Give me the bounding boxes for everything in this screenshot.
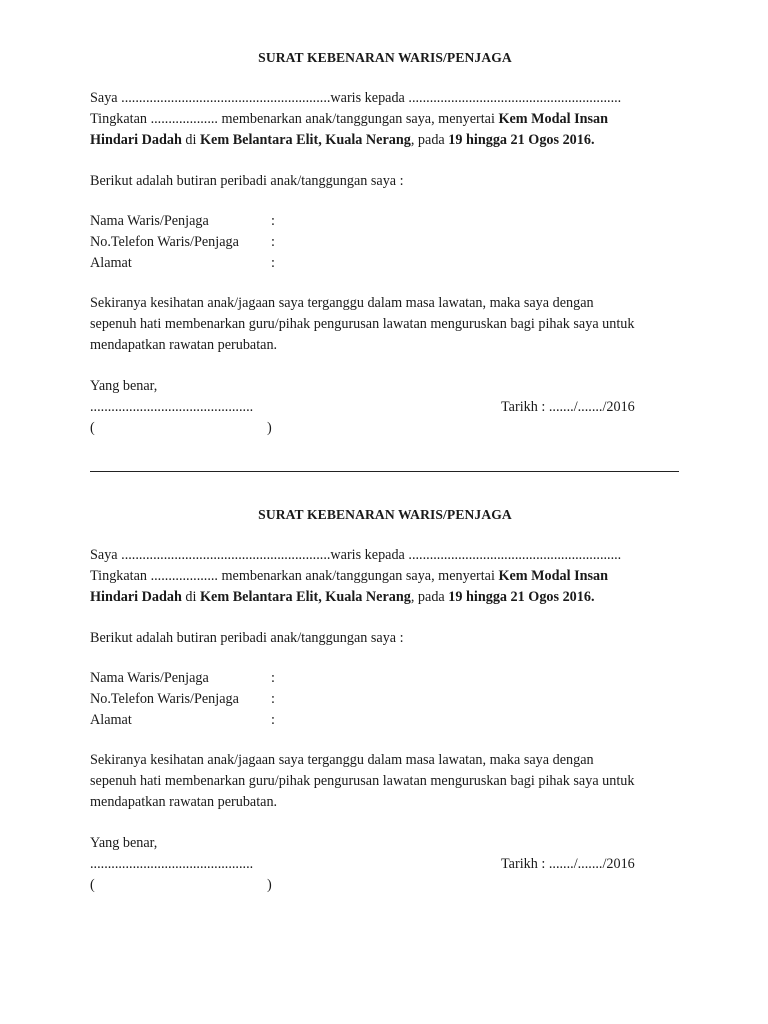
intro-paragraph [90,545,680,608]
permission-text: membenarkan anak/tanggungan saya, menyertai [217,111,499,127]
paren-open: ( [90,420,95,436]
consent-line-1: Sekiranya kesihatan anak/jagaan saya terganggu dalam masa lawatan, maka saya dengan [90,752,594,768]
field-address [90,710,680,731]
date-field: Tarikh : ......./......./2016 [501,399,635,415]
field-colon: : [271,670,275,686]
consent-line-3: mendapatkan rawatan perubatan. [90,337,278,353]
field-colon: : [271,712,275,728]
camp-name-part-2: Hindari Dadah [90,132,182,148]
field-label: Alamat [90,712,132,728]
intro-line-3 [90,130,680,151]
closing-text: Yang benar, [90,378,158,394]
permission-form-bottom [90,504,680,896]
consent-line-1: Sekiranya kesihatan anak/jagaan saya terganggu dalam masa lawatan, maka saya dengan [90,295,594,311]
camp-name-part-1: Kem Modal Insan [498,568,609,584]
field-colon: : [271,255,275,271]
camp-location: Kem Belantara Elit, Kuala Nerang [200,589,411,605]
waris-kepada-label: waris kepada [330,547,409,563]
camp-dates: 19 hingga 21 Ogos 2016 [448,132,591,148]
field-label: Nama Waris/Penjaga [90,213,209,229]
tingkatan-label: Tingkatan [90,568,151,584]
period: . [590,589,595,605]
student-name-blank: ............................................................ [408,547,622,563]
form-title: SURAT KEBENARAN WARIS/PENJAGA [258,507,512,522]
field-label: Alamat [90,255,132,271]
intro-line-2 [90,109,680,130]
waris-kepada-label: waris kepada [330,90,409,106]
word-pada: , pada [410,589,449,605]
camp-name-part-2: Hindari Dadah [90,589,182,605]
details-intro: Berikut adalah butiran peribadi anak/tanggungan saya : [90,173,404,189]
word-di: di [181,132,200,148]
name-parentheses [90,418,680,439]
field-parent-phone [90,232,680,253]
permission-text: membenarkan anak/tanggungan saya, menyertai [217,568,499,584]
camp-dates: 19 hingga 21 Ogos 2016 [448,589,591,605]
consent-paragraph [90,750,680,813]
saya-label: Saya [90,90,122,106]
student-name-blank: ............................................................ [408,90,622,106]
camp-name-part-1: Kem Modal Insan [498,111,609,127]
field-label: No.Telefon Waris/Penjaga [90,234,239,250]
paren-close: ) [267,420,272,436]
field-colon: : [271,213,275,229]
signature-block [90,833,680,896]
intro-paragraph [90,88,680,151]
form-title: SURAT KEBENARAN WARIS/PENJAGA [258,50,512,65]
intro-line-3 [90,587,680,608]
closing-text: Yang benar, [90,835,158,851]
field-label: No.Telefon Waris/Penjaga [90,691,239,707]
signature-line: .............................................. [90,856,254,872]
tingkatan-label: Tingkatan [90,111,151,127]
field-label: Nama Waris/Penjaga [90,670,209,686]
camp-location: Kem Belantara Elit, Kuala Nerang [200,132,411,148]
signature-row [90,854,680,875]
field-colon: : [271,691,275,707]
consent-line-2: sepenuh hati membenarkan guru/pihak pengurusan lawatan menguruskan bagi pihak saya untuk [90,773,635,789]
period: . [590,132,595,148]
field-parent-phone [90,689,680,710]
field-parent-name [90,211,680,232]
intro-line-1 [90,545,680,566]
consent-line-2: sepenuh hati membenarkan guru/pihak pengurusan lawatan menguruskan bagi pihak saya untuk [90,316,635,332]
consent-line-3: mendapatkan rawatan perubatan. [90,794,278,810]
word-pada: , pada [410,132,449,148]
field-address [90,253,680,274]
intro-line-2 [90,566,680,587]
details-fields [90,668,680,731]
parent-name-blank: ........................................................... [121,90,331,106]
paren-close: ) [267,877,272,893]
form-level-blank: ................... [150,111,218,127]
intro-line-1 [90,88,680,109]
field-parent-name [90,668,680,689]
parent-name-blank: ........................................................... [121,547,331,563]
form-level-blank: ................... [150,568,218,584]
name-parentheses [90,875,680,896]
field-colon: : [271,234,275,250]
word-di: di [181,589,200,605]
details-fields [90,211,680,274]
signature-row [90,397,680,418]
signature-block [90,376,680,439]
cut-line-divider [90,471,679,472]
details-intro: Berikut adalah butiran peribadi anak/tanggungan saya : [90,630,404,646]
paren-open: ( [90,877,95,893]
consent-paragraph [90,293,680,356]
signature-line: .............................................. [90,399,254,415]
date-field: Tarikh : ......./......./2016 [501,856,635,872]
saya-label: Saya [90,547,122,563]
permission-form-top [90,47,680,439]
